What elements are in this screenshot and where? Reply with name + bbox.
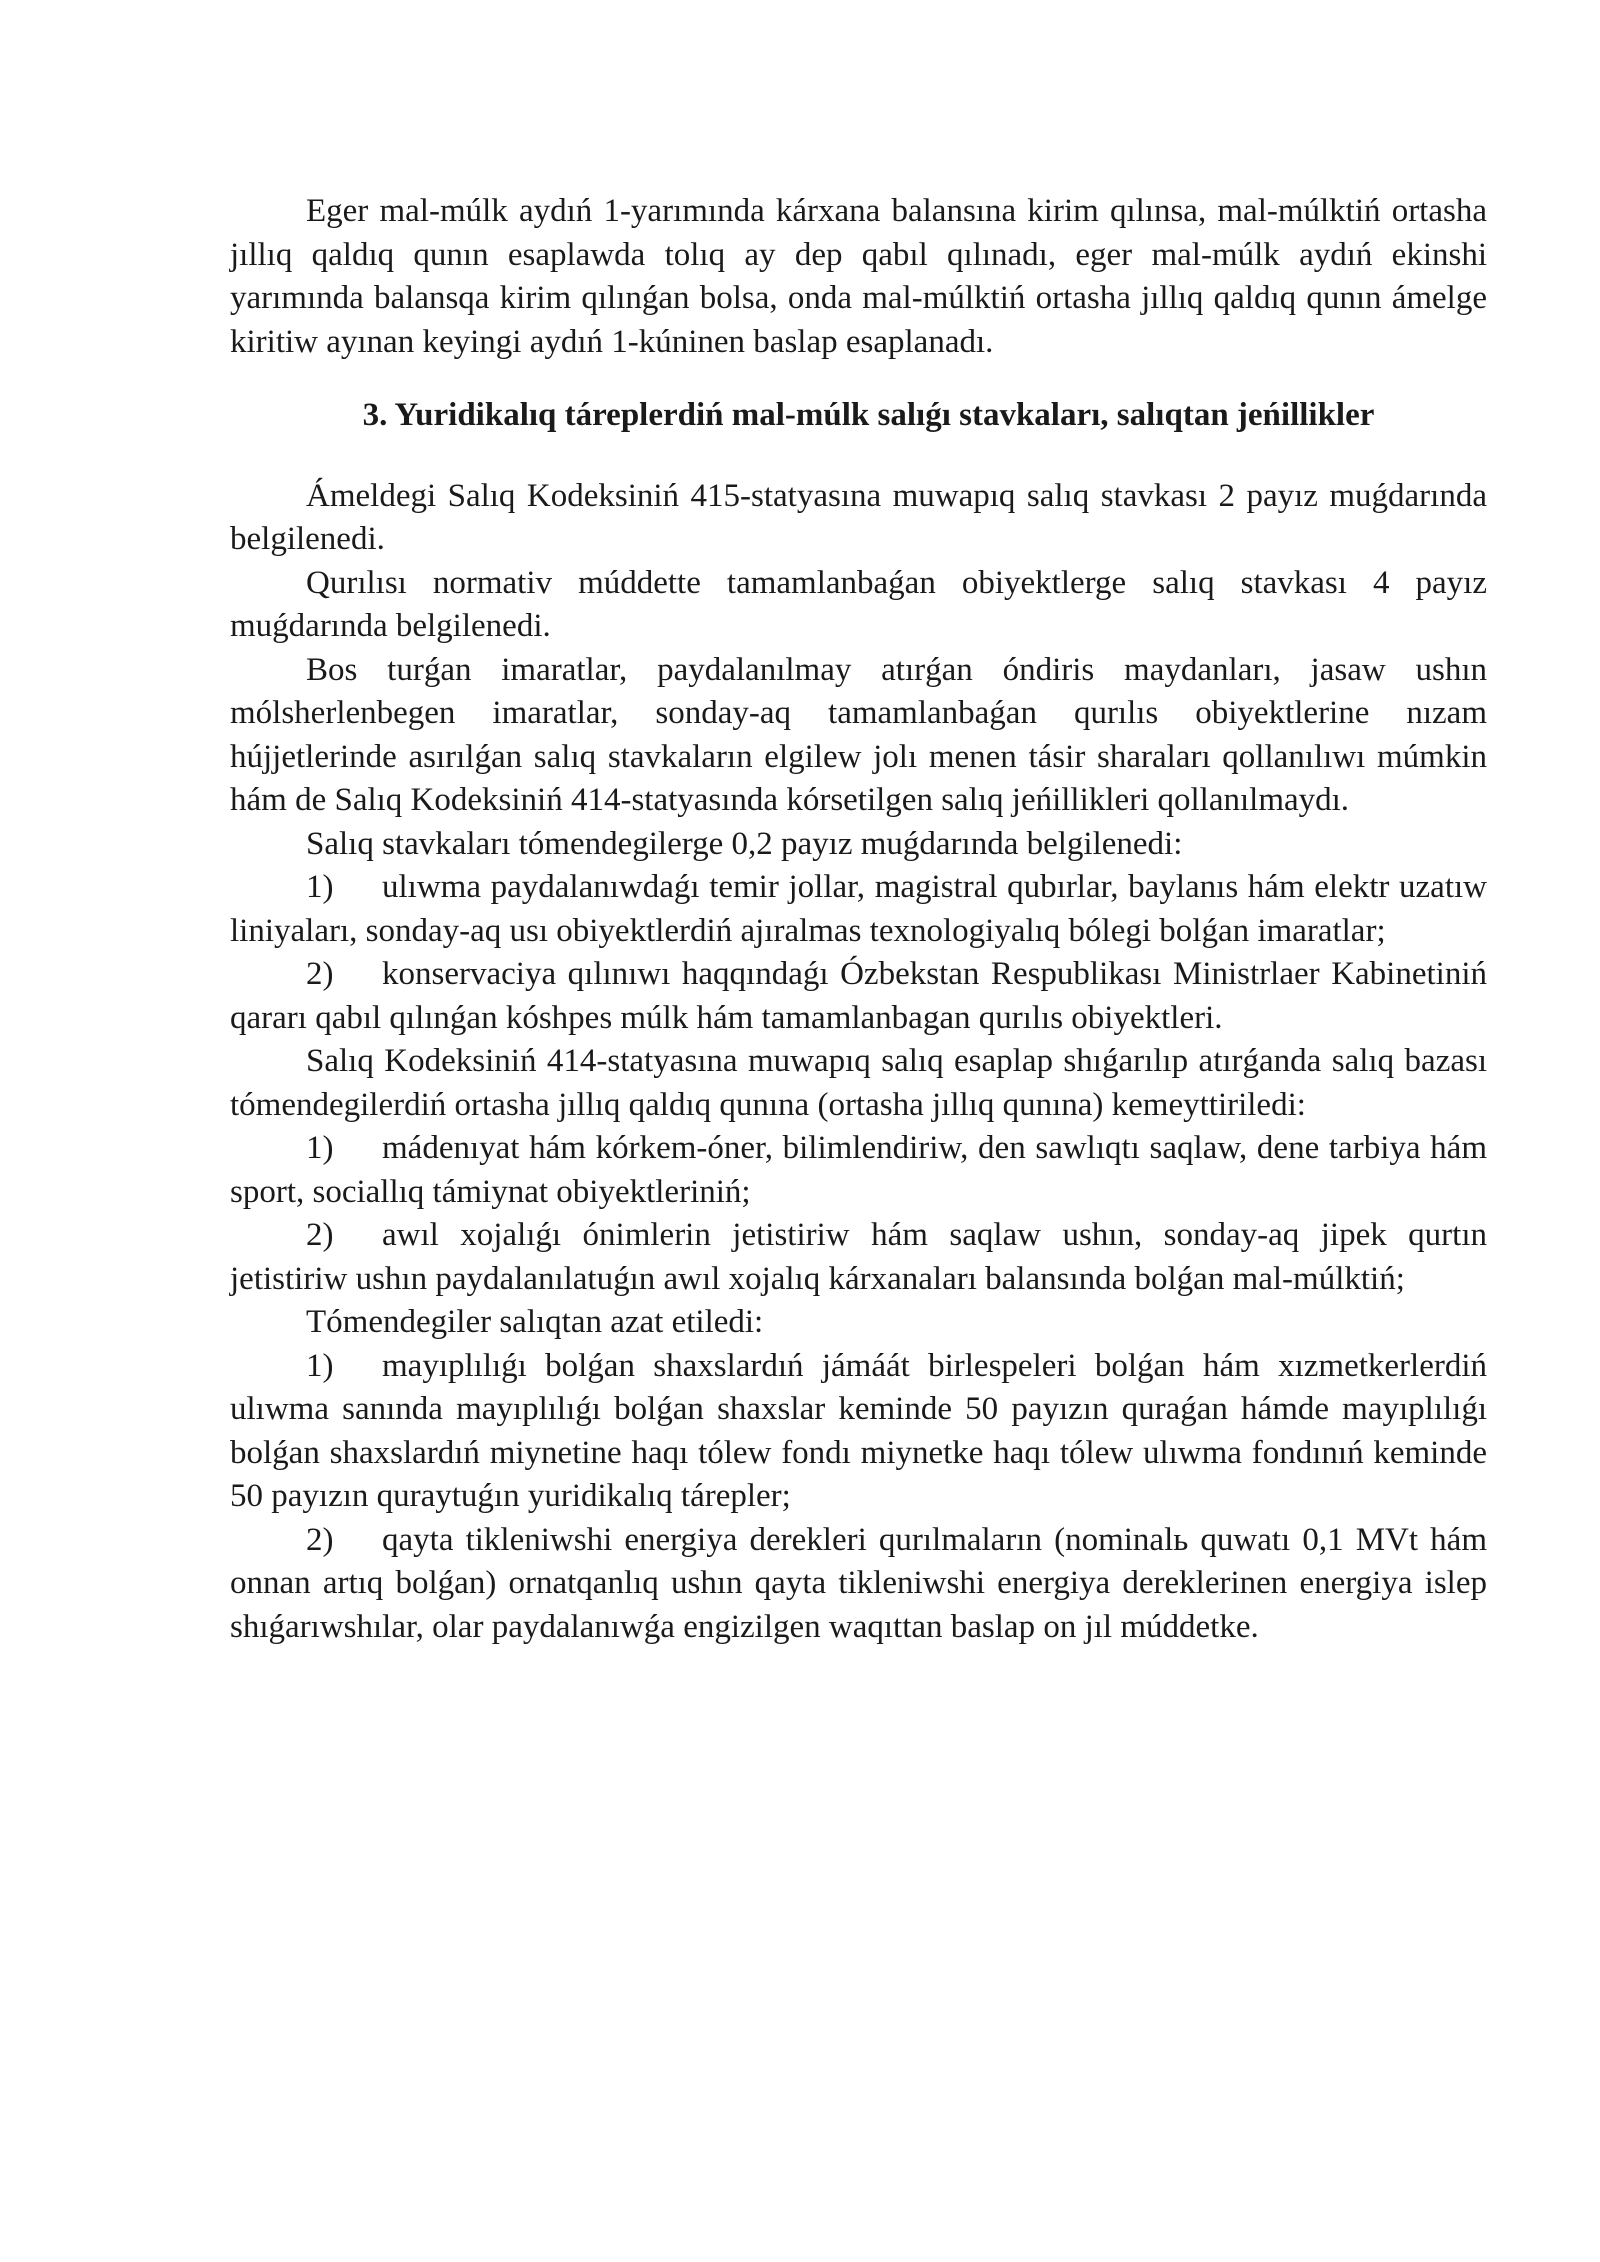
paragraph-tax-base-reduction: Salıq Kodeksiniń 414-statyasına muwapıq salıq esaplap shıǵarılıp atırǵanda salıq bazası tómendegilerdiń ortasha jıllıq qaldıq qunına (ortasha jıllıq qunına) kemeyttiriledi: (230, 1043, 1487, 1123)
list-number: 2) (306, 1217, 334, 1253)
intro-paragraph: Eger mal-múlk aydıń 1-yarımında kárxana balansına kirim qılınsa, mal-múlktiń ortasha jıllıq qaldıq qunın esaplawda tolıq ay dep qabıl qılınadı, eger mal-múlk aydıń ekinshi yarımında balansqa kirim qılınǵan bolsa, onda mal-múlktiń ortasha jıllıq qaldıq qunın ámelge kiritiw ayınan keyingi aydıń 1-kúninen baslap esaplanadı. (230, 193, 1487, 360)
list-item-text: awıl xojalıǵı ónimlerin jetistiriw hám saqlaw ushın, sonday-aq jipek qurtın jetistiriw ushın paydalanılatuǵın awıl xojalıq kárxanaları balansında bolǵan mal-múlktiń; (230, 1217, 1487, 1297)
list-item (230, 1345, 1487, 1519)
list-item-text: qayta tikleniwshi energiya derekleri qurılmaların (nominalь quwatı 0,1 MVt hám onnan artıq bolǵan) ornatqanlıq ushın qayta tikleniwshi energiya dereklerinen energiya islep shıǵarıwshılar, olar paydalanıwǵa engizilgen waqıttan baslap on jıl múddetke. (230, 1521, 1487, 1645)
document-page (230, 190, 1487, 1649)
paragraph-rate-0-2-intro: Salıq stavkaları tómendegilerge 0,2 payız muǵdarında belgilenedi: (306, 825, 1183, 862)
paragraph-tax-rate-2: Ámeldegi Salıq Kodeksiniń 415-statyasına muwapıq salıq stavkası 2 payız muǵdarında belgilenedi. (230, 477, 1487, 557)
list-item (230, 1519, 1487, 1650)
list-item-text: mayıplılıǵı bolǵan shaxslardıń jámáát birlespeleri bolǵan hám xızmetkerlerdiń ulıwma sanında mayıplılıǵı bolǵan shaxslar keminde 50 payızın quraǵan hámde mayıplılıǵı bolǵan shaxslardıń miynetine haqı tólew fondı miynetke haqı tólew ulıwma fondınıń keminde 50 payızın quraytuǵın yuridikalıq tárepler; (230, 1347, 1487, 1514)
list-number: 1) (306, 869, 334, 905)
paragraph-exemptions-intro: Tómendegiler salıqtan azat etiledi: (306, 1304, 764, 1340)
list-item (230, 1127, 1487, 1214)
list-item (230, 953, 1487, 1040)
list-number: 2) (306, 956, 334, 992)
list-number: 1) (306, 1347, 334, 1384)
list-item-text: ulıwma paydalanıwdaǵı temir jollar, magistral qubırlar, baylanıs hám elektr uzatıw liniyaları, sonday-aq usı obiyektlerdiń ajıralmas texnologiyalıq bólegi bolǵan imaratlar; (230, 869, 1487, 949)
list-number: 1) (306, 1130, 334, 1166)
paragraph-tax-rate-4: Qurılısı normativ múddette tamamlanbaǵan obiyektlerge salıq stavkası 4 payız muǵdarında belgilenedi. (230, 564, 1487, 644)
list-item (230, 866, 1487, 953)
list-item-text: mádenıyat hám kórkem-óner, bilimlendiriw, den sawlıqtı saqlaw, dene tarbiya hám sport, sociallıq támiynat obiyektleriniń; (230, 1130, 1487, 1210)
section-heading: 3. Yuridikalıq táreplerdiń mal-múlk salıǵı stavkaları, salıqtan jeńillikler (362, 397, 1375, 433)
list-item-text: konservaciya qılınıwı haqqındaǵı Ózbekstan Respublikası Ministrlaer Kabinetiniń qararı qabıl qılınǵan kóshpes múlk hám tamamlanbagan qurılıs obiyektleri. (230, 956, 1487, 1036)
paragraph-vacant-buildings: Bos turǵan imaratlar, paydalanılmay atırǵan óndiris maydanları, jasaw ushın mólsherlenbegen imaratlar, sonday-aq tamamlanbaǵan qurılıs obiyektlerine nızam hújjetlerinde asırılǵan salıq stavkaların elgilew jolı menen tásir sharaları qollanılıwı múmkin hám de Salıq Kodeksiniń 414-statyasında kórsetilgen salıq jeńillikleri qollanılmaydı. (230, 651, 1487, 818)
list-number: 2) (306, 1521, 334, 1558)
list-item (230, 1214, 1487, 1301)
